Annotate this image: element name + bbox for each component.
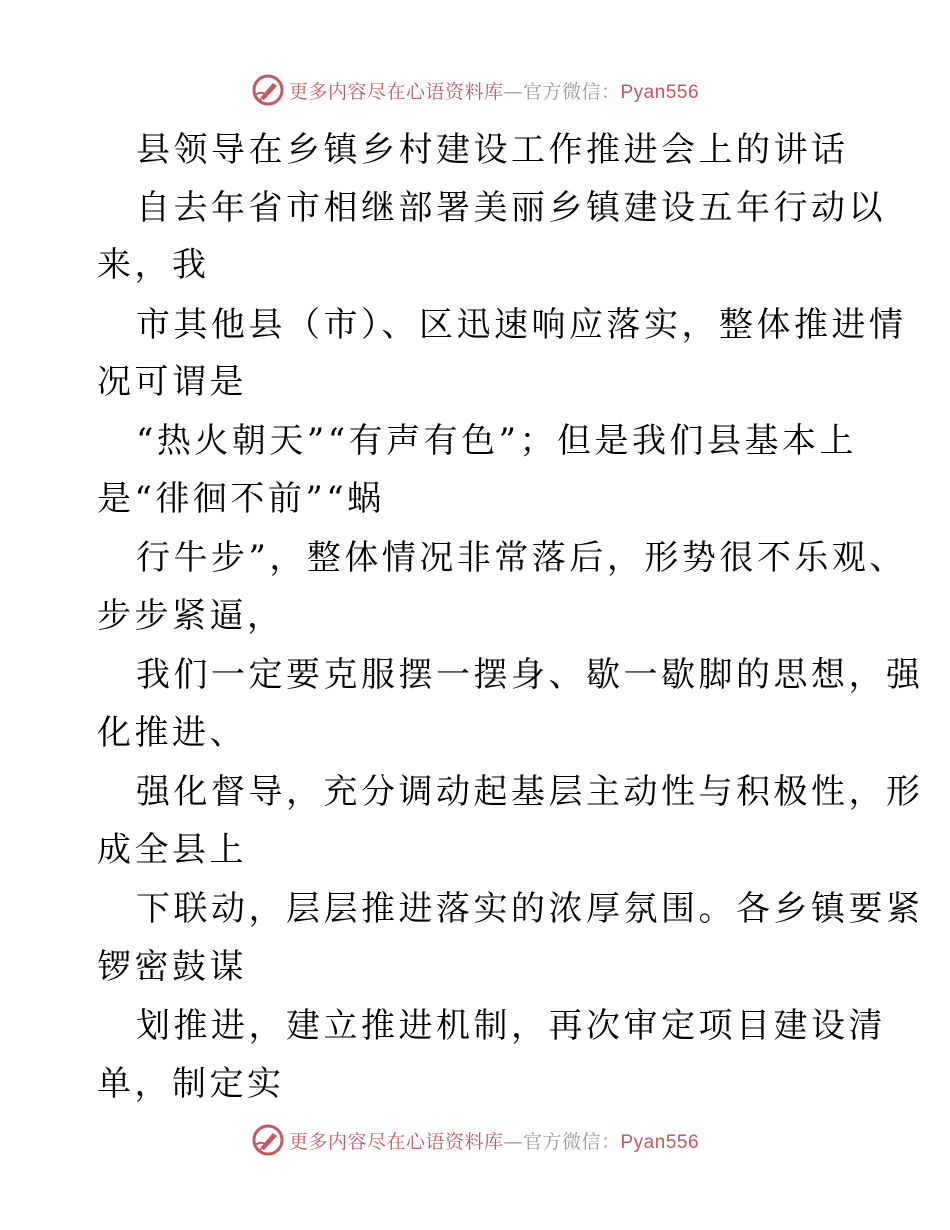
text-line: 强化督导，充分调动起基层主动性与积极性，形 xyxy=(136,772,924,812)
text-line: 我们一定要克服摆一摆身、歇一歇脚的思想，强 xyxy=(136,655,924,695)
text-line: 化推进、 xyxy=(97,713,247,753)
pen-circle-logo-icon xyxy=(251,1123,285,1157)
text-line: 市其他县（市）、区迅速响应落实，整体推进情 xyxy=(136,305,907,345)
text-line: 下联动，层层推进落实的浓厚氛围。各乡镇要紧 xyxy=(136,889,924,929)
text-line: 况可谓是 xyxy=(97,362,247,402)
pen-circle-logo-icon xyxy=(251,73,285,107)
banner-dash: — xyxy=(503,80,523,103)
text-line: 自去年省市相继部署美丽乡镇建设五年行动以 xyxy=(136,188,886,228)
text-line: 单，制定实 xyxy=(97,1064,285,1104)
banner-dash: — xyxy=(503,1130,523,1153)
text-line: 划推进，建立推进机制，再次审定项目建设清 xyxy=(136,1006,886,1046)
document-title: 县领导在乡镇乡村建设工作推进会上的讲话 xyxy=(136,130,849,170)
banner-text xyxy=(289,77,699,104)
text-line: 是“徘徊不前”“蜗 xyxy=(97,479,385,519)
header-banner xyxy=(0,70,950,110)
banner-promo-text: 更多内容尽在心语资料库 xyxy=(288,1130,504,1153)
text-line: “热火朝天”“有声有色”；但是我们县基本上 xyxy=(136,421,858,461)
text-line: 步步紧逼， xyxy=(97,596,285,636)
banner-wechat-id: Pyan556 xyxy=(620,81,700,103)
text-line: 成全县上 xyxy=(97,830,247,870)
text-line: 锣密鼓谋 xyxy=(97,947,247,987)
banner-wechat-label: 官方微信： xyxy=(522,1130,621,1153)
banner-wechat-label: 官方微信： xyxy=(522,80,621,103)
footer-banner xyxy=(0,1120,950,1160)
banner-promo-text: 更多内容尽在心语资料库 xyxy=(288,80,504,103)
banner-wechat-id: Pyan556 xyxy=(620,1131,700,1153)
banner-text xyxy=(289,1127,699,1154)
text-line: 来，我 xyxy=(97,245,210,285)
text-line: 行牛步”，整体情况非常落后，形势很不乐观、 xyxy=(136,538,907,578)
